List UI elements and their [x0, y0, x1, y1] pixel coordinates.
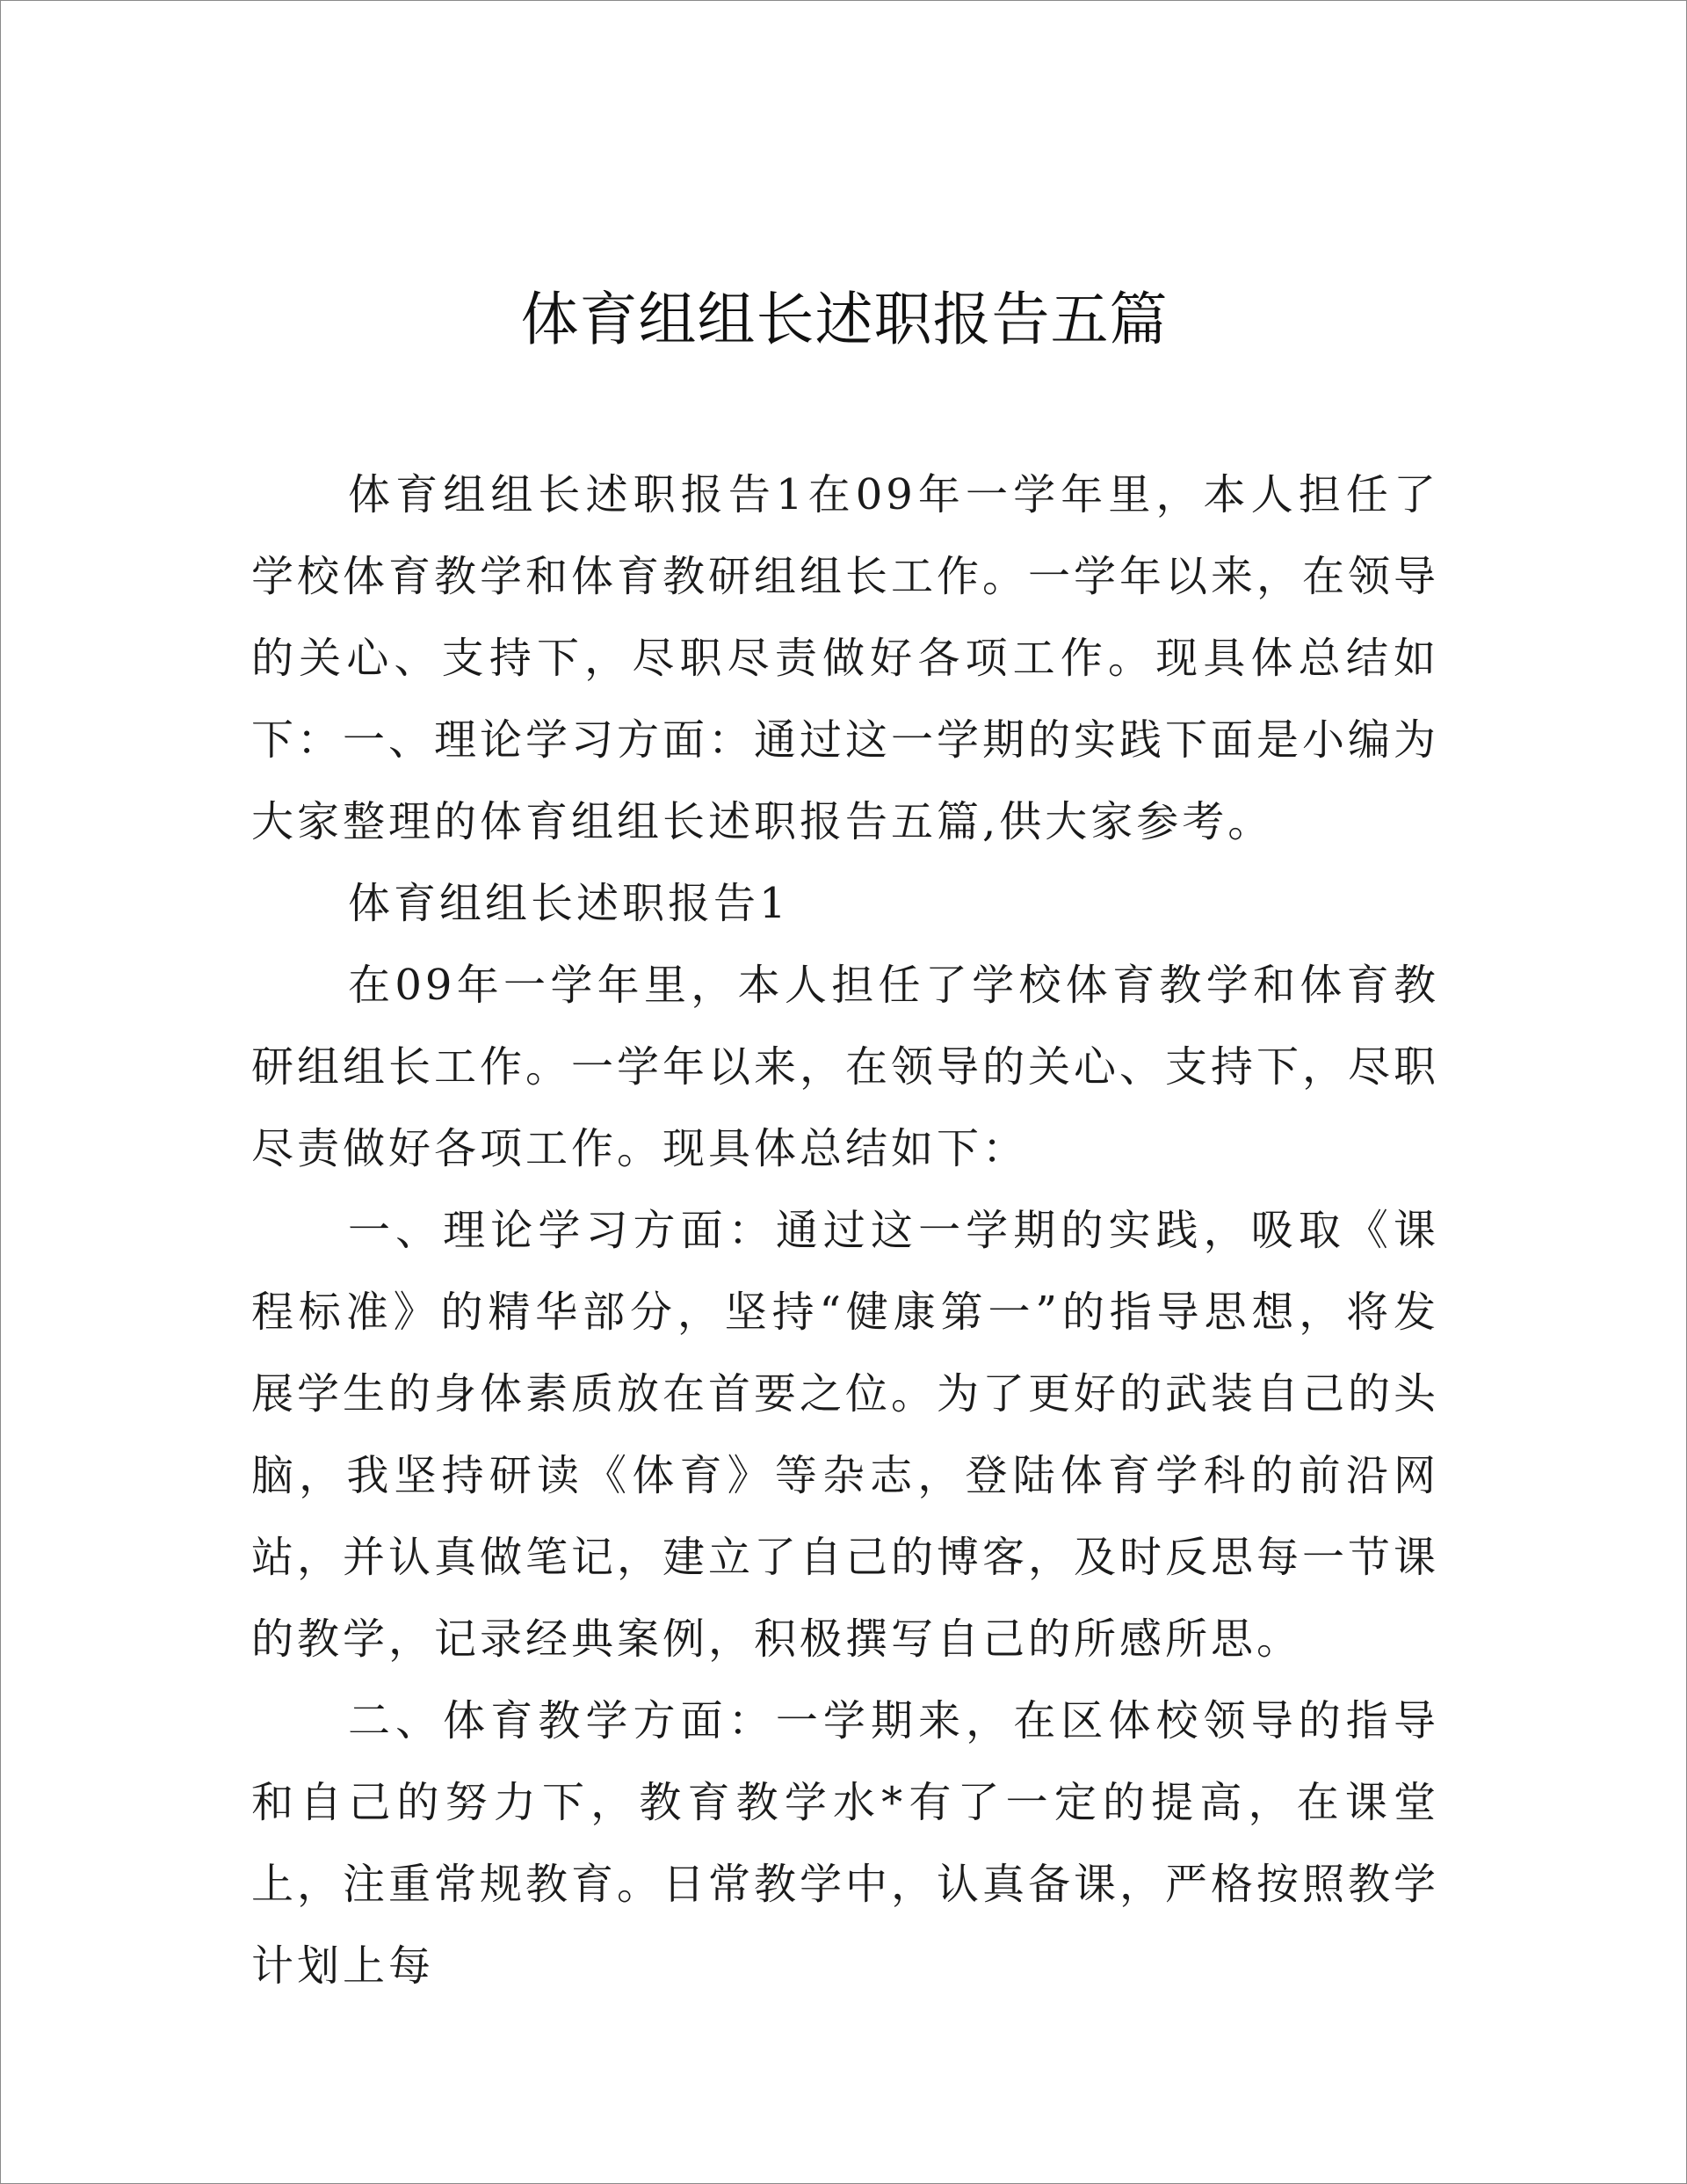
document-body: [251, 454, 1439, 2007]
paragraph-theory-study: 一、理论学习方面：通过这一学期的实践，吸取《课程标准》的精华部分，坚持“健康第一”的指导思想，将发展学生的身体素质放在首要之位。为了更好的武装自己的头脑，我坚持研读《体育》等杂志，登陆体育学科的前沿网站，并认真做笔记，建立了自己的博客，及时反思每一节课的教学，记录经典案例，积极撰写自己的所感所思。: [251, 1206, 1440, 1664]
paragraph-teaching: 二、体育教学方面：一学期来，在区体校领导的指导和自己的努力下，教育教学水*有了一定的提高，在课堂上，注重常规教育。日常教学中，认真备课，严格按照教学计划上每: [251, 1696, 1440, 1991]
paragraph-intro: 体育组组长述职报告1在09年一学年里，本人担任了学校体育教学和体育教研组组长工作。一学年以来，在领导的关心、支持下，尽职尽责做好各项工作。现具体总结如下：一、理论学习方面：通过这一学期的实践下面是小编为大家整理的体育组组长述职报告五篇,供大家参考。: [251, 470, 1440, 846]
document-title: 体育组组长述职报告五篇: [520, 286, 1169, 353]
paragraph-opening: 在09年一学年里，本人担任了学校体育教学和体育教研组组长工作。一学年以来，在领导的关心、支持下，尽职尽责做好各项工作。现具体总结如下：: [251, 961, 1440, 1173]
paragraph-report-heading: 体育组组长述职报告1: [348, 879, 790, 928]
